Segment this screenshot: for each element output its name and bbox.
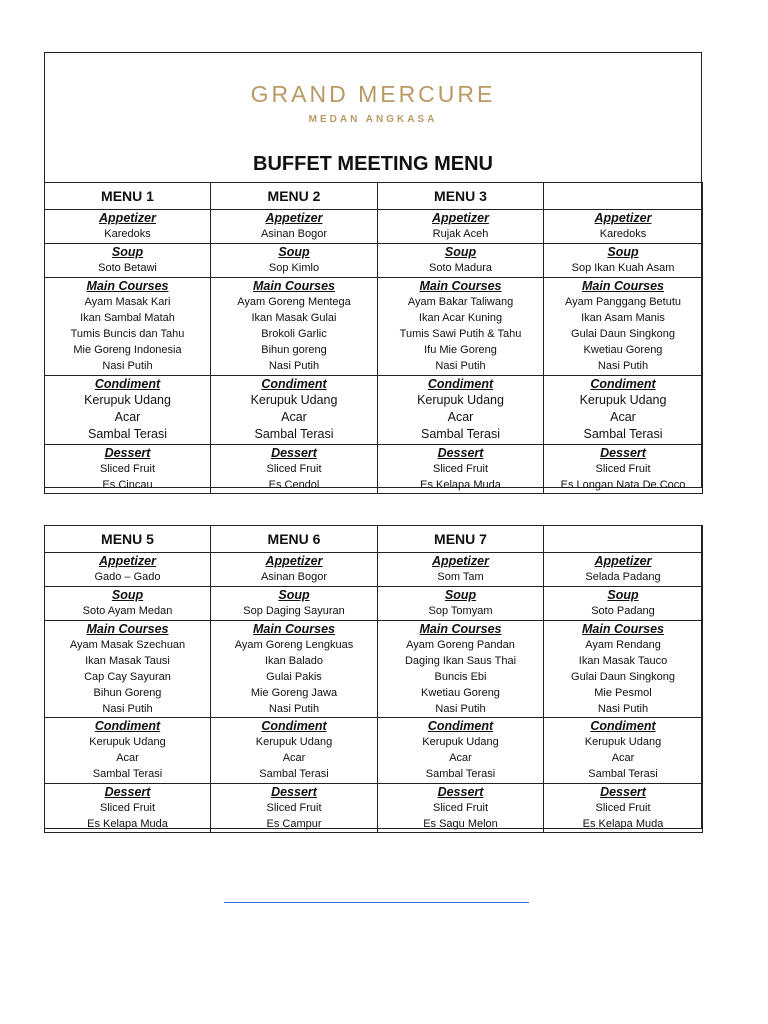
dish-item: Mie Pesmol (594, 687, 652, 699)
dish-item: Ayam Goreng Lengkuas (234, 639, 354, 651)
dish-item: Karedoks (599, 228, 647, 240)
dish-item: Gulai Daun Singkong (571, 328, 675, 340)
dish-item: Nasi Putih (435, 703, 486, 715)
dish-item: Kwetiau Goreng (583, 344, 663, 356)
section-row-soup (45, 244, 703, 278)
dish-item: Sliced Fruit (595, 463, 651, 475)
dish-item: Bihun Goreng (93, 687, 162, 699)
section-row-condiment (45, 376, 703, 445)
menu-table-1 (44, 182, 703, 494)
dish-item: Es Kelapa Muda (87, 818, 168, 830)
menu-cell-dessert (544, 445, 703, 494)
category-label-condiment: Condiment (261, 719, 327, 733)
menu-header (544, 526, 703, 553)
category-label-appetizer: Appetizer (99, 554, 156, 568)
menu-cell-appetizer (211, 553, 378, 587)
dish-item: Soto Madura (429, 262, 492, 274)
dish-item: Asinan Bogor (260, 228, 328, 240)
category-label-soup: Soup (111, 588, 144, 602)
section-row-dessert (45, 784, 703, 833)
category-label-dessert: Dessert (104, 446, 151, 460)
dish-item: Nasi Putih (102, 703, 153, 715)
dish-item: Kerupuk Udang (255, 736, 333, 748)
menu-cell-appetizer (544, 210, 703, 244)
menu-cell-appetizer (544, 553, 703, 587)
dish-item: Gulai Pakis (266, 671, 322, 683)
dish-item: Gulai Daun Singkong (571, 671, 675, 683)
category-label-soup: Soup (278, 588, 310, 602)
section-row-main (45, 621, 703, 718)
menu-header: MENU 6 (211, 526, 378, 553)
category-label-main: Main Courses (253, 279, 335, 293)
category-label-dessert: Dessert (600, 446, 646, 460)
dish-item: Selada Padang (585, 571, 661, 583)
dish-item: Es Sagu Melon (423, 818, 498, 830)
dish-item: Es Kelapa Muda (582, 818, 664, 830)
menu-cell-soup (378, 244, 544, 278)
dish-item: Soto Padang (591, 605, 655, 617)
dish-item: Ayam Masak Szechuan (69, 639, 186, 651)
menu-cell-dessert (378, 445, 544, 494)
dish-item: Ayam Rendang (585, 639, 661, 651)
section-row-main (45, 278, 703, 376)
menu-cell-condiment (378, 376, 544, 445)
category-label-soup: Soup (607, 245, 639, 259)
menu-cell-soup (544, 244, 703, 278)
dish-item: Acar (281, 410, 307, 424)
category-label-condiment: Condiment (590, 377, 656, 391)
category-label-main: Main Courses (86, 279, 169, 293)
dish-item: Acar (114, 410, 141, 424)
dish-item: Daging Ikan Saus Thai (404, 655, 517, 667)
dish-item: Ikan Sambal Matah (80, 312, 175, 324)
menu-cell-soup (211, 587, 378, 621)
category-label-condiment: Condiment (261, 377, 327, 391)
category-label-dessert: Dessert (600, 785, 646, 799)
menu-cell-soup (378, 587, 544, 621)
dish-item: Acar (282, 752, 306, 764)
menu-cell-dessert (45, 784, 211, 833)
dish-item: Sop Ikan Kuah Asam (571, 262, 675, 274)
dish-item: Sambal Terasi (421, 427, 500, 441)
category-label-condiment: Condiment (94, 377, 161, 391)
dish-item: Bihun goreng (261, 344, 327, 356)
category-label-dessert: Dessert (437, 785, 484, 799)
category-label-dessert: Dessert (104, 785, 151, 799)
category-label-appetizer: Appetizer (265, 554, 323, 568)
menu-cell-soup (211, 244, 378, 278)
menu-header: MENU 2 (211, 183, 378, 210)
menu-cell-dessert (378, 784, 544, 833)
category-label-soup: Soup (278, 245, 310, 259)
dish-item: Ifu Mie Goreng (424, 344, 497, 356)
dish-item: Sambal Terasi (92, 768, 163, 780)
menu-cell-dessert (45, 445, 211, 494)
menu-cell-condiment (378, 718, 544, 784)
category-label-condiment: Condiment (427, 719, 494, 733)
category-label-condiment: Condiment (427, 377, 494, 391)
menu-cell-condiment (45, 718, 211, 784)
dish-item: Sliced Fruit (432, 463, 489, 475)
dish-item: Acar (447, 410, 474, 424)
menu-cell-dessert (211, 445, 378, 494)
category-label-dessert: Dessert (437, 446, 484, 460)
menu-header-row (45, 526, 703, 553)
menu-header: MENU 7 (378, 526, 544, 553)
section-row-appetizer (45, 553, 703, 587)
dish-item: Karedoks (104, 228, 151, 240)
section-row-soup (45, 587, 703, 621)
menu-cell-appetizer (378, 553, 544, 587)
dish-item: Kerupuk Udang (250, 393, 338, 407)
dish-item: Kwetiau Goreng (421, 687, 500, 699)
dish-item: Sliced Fruit (266, 463, 322, 475)
menu-cell-main (211, 621, 378, 718)
dish-item: Asinan Bogor (260, 571, 328, 583)
dish-item: Es Cincau (102, 479, 153, 491)
dish-item: Sliced Fruit (595, 802, 651, 814)
dish-item: Nasi Putih (597, 360, 649, 372)
section-row-appetizer (45, 210, 703, 244)
dish-item: Kerupuk Udang (89, 736, 166, 748)
dish-item: Sambal Terasi (254, 427, 334, 441)
dish-item: Ikan Asam Manis (581, 312, 665, 324)
category-label-main: Main Courses (582, 279, 664, 293)
menu-header-row (45, 183, 703, 210)
menu-cell-soup (45, 244, 211, 278)
category-label-appetizer: Appetizer (432, 211, 489, 225)
dish-item: Es Campur (266, 818, 322, 830)
brand-subtitle: MEDAN ANGKASA (308, 114, 438, 125)
category-label-main: Main Courses (419, 622, 502, 636)
category-label-appetizer: Appetizer (594, 554, 652, 568)
dish-item: Ikan Balado (264, 655, 324, 667)
menu-cell-soup (544, 587, 703, 621)
dish-item: Kerupuk Udang (584, 736, 662, 748)
menu-cell-condiment (544, 376, 703, 445)
category-label-soup: Soup (607, 588, 639, 602)
category-label-condiment: Condiment (590, 719, 656, 733)
category-label-dessert: Dessert (271, 446, 317, 460)
dish-item: Brokoli Garlic (261, 328, 327, 340)
menu-cell-appetizer (211, 210, 378, 244)
category-label-dessert: Dessert (271, 785, 317, 799)
dish-item: Tumis Buncis dan Tahu (70, 328, 185, 340)
dish-item: Sambal Terasi (88, 427, 167, 441)
dish-item: Ayam Masak Kari (84, 296, 171, 308)
dish-item: Ikan Masak Tauco (578, 655, 668, 667)
category-label-soup: Soup (111, 245, 144, 259)
category-label-soup: Soup (444, 245, 477, 259)
dish-item: Kerupuk Udang (422, 736, 499, 748)
menu-header: MENU 1 (45, 183, 211, 210)
dish-item: Mie Goreng Jawa (250, 687, 338, 699)
menu-cell-dessert (211, 784, 378, 833)
dish-item: Sliced Fruit (266, 802, 322, 814)
dish-item: Ayam Panggang Betutu (565, 296, 681, 308)
category-label-appetizer: Appetizer (99, 211, 156, 225)
dish-item: Nasi Putih (102, 360, 153, 372)
dish-item: Acar (610, 410, 636, 424)
dish-item: Kerupuk Udang (417, 393, 504, 407)
dish-item: Acar (116, 752, 139, 764)
dish-item: Sambal Terasi (425, 768, 496, 780)
page-title: BUFFET MEETING MENU (253, 153, 493, 175)
section-row-condiment (45, 718, 703, 784)
category-label-appetizer: Appetizer (594, 211, 652, 225)
dish-item: Nasi Putih (268, 360, 320, 372)
category-label-appetizer: Appetizer (265, 211, 323, 225)
menu-cell-appetizer (45, 553, 211, 587)
dish-item: Es Cendol (268, 479, 320, 491)
menu-header: MENU 3 (378, 183, 544, 210)
menu-cell-appetizer (378, 210, 544, 244)
menu-cell-main (45, 278, 211, 376)
dish-item: Nasi Putih (435, 360, 486, 372)
menu-cell-condiment (45, 376, 211, 445)
dish-item: Sop Tomyam (428, 605, 493, 617)
dish-item: Sliced Fruit (99, 463, 156, 475)
dish-item: Sop Daging Sayuran (243, 605, 345, 617)
dish-item: Nasi Putih (597, 703, 649, 715)
dish-item: Sambal Terasi (259, 768, 329, 780)
dish-item: Sliced Fruit (432, 802, 489, 814)
menu-table-2-box (44, 525, 702, 829)
dish-item: Ikan Masak Gulai (251, 312, 337, 324)
section-row-dessert (45, 445, 703, 494)
dish-item: Ayam Goreng Pandan (406, 639, 515, 651)
dish-item: Ikan Acar Kuning (418, 312, 503, 324)
menu-cell-condiment (544, 718, 703, 784)
dish-item: Ayam Bakar Taliwang (407, 296, 514, 308)
dish-item: Tumis Sawi Putih & Tahu (399, 328, 522, 340)
link-underline[interactable] (224, 902, 529, 903)
dish-item: Soto Ayam Medan (82, 605, 173, 617)
dish-item: Sliced Fruit (99, 802, 156, 814)
dish-item: Acar (449, 752, 472, 764)
dish-item: Kerupuk Udang (84, 393, 171, 407)
category-label-appetizer: Appetizer (432, 554, 489, 568)
menu-table-2 (44, 525, 703, 833)
menu-cell-main (544, 621, 703, 718)
menu-cell-main (544, 278, 703, 376)
dish-item: Mie Goreng Indonesia (73, 344, 182, 356)
dish-item: Nasi Putih (268, 703, 320, 715)
menu-cell-soup (45, 587, 211, 621)
menu-cell-main (378, 621, 544, 718)
menu-cell-condiment (211, 718, 378, 784)
category-label-main: Main Courses (86, 622, 169, 636)
dish-item: Sambal Terasi (588, 768, 658, 780)
dish-item: Acar (611, 752, 635, 764)
dish-item: Sambal Terasi (583, 427, 663, 441)
menu-cell-main (378, 278, 544, 376)
menu-cell-dessert (544, 784, 703, 833)
menu-table-1-box (44, 52, 702, 491)
category-label-main: Main Courses (582, 622, 664, 636)
category-label-soup: Soup (444, 588, 477, 602)
dish-item: Rujak Aceh (432, 228, 489, 240)
dish-item: Soto Betawi (98, 262, 157, 274)
dish-item: Som Tam (437, 571, 484, 583)
menu-cell-main (45, 621, 211, 718)
dish-item: Ayam Goreng Mentega (237, 296, 351, 308)
dish-item: Es Kelapa Muda (420, 479, 501, 491)
dish-item: Buncis Ebi (434, 671, 487, 683)
dish-item: Ikan Masak Tausi (85, 655, 170, 667)
brand-logo: GRAND MERCURE (250, 81, 496, 107)
dish-item: Es Longan Nata De Coco (560, 479, 686, 491)
menu-cell-condiment (211, 376, 378, 445)
dish-item: Cap Cay Sayuran (84, 671, 171, 683)
menu-cell-appetizer (45, 210, 211, 244)
category-label-main: Main Courses (419, 279, 502, 293)
logo-area (45, 53, 701, 183)
menu-header (544, 183, 703, 210)
dish-item: Sop Kimlo (268, 262, 320, 274)
menu-header: MENU 5 (45, 526, 211, 553)
dish-item: Gado – Gado (94, 571, 161, 583)
category-label-condiment: Condiment (94, 719, 161, 733)
dish-item: Kerupuk Udang (579, 393, 667, 407)
menu-cell-main (211, 278, 378, 376)
category-label-main: Main Courses (253, 622, 335, 636)
